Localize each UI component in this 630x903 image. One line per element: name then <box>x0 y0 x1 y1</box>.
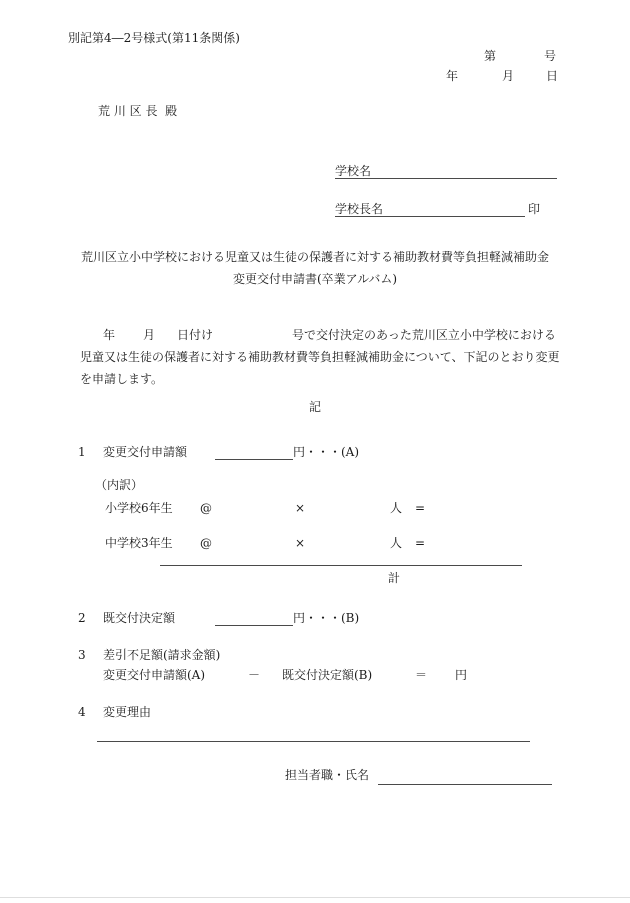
page-bottom-edge <box>0 897 630 898</box>
breakdown-row-at-mark: @ <box>200 536 212 550</box>
doc-number-suffix: 号 <box>544 49 557 63</box>
staff-name-blank <box>378 784 552 785</box>
document-title-line2: 変更交付申請書(卒業アルバム) <box>232 272 398 286</box>
document-title-line1: 荒川区立小中学校における児童又は生徒の保護者に対する補助教材費等負担軽減補助金 <box>80 250 549 264</box>
item1-unit: 円・・・(A) <box>293 445 360 459</box>
intro-line2: 児童又は生徒の保護者に対する補助教材費等負担軽減補助金について、下記のとおり変更 <box>80 350 560 364</box>
intro-day-label: 日付け <box>177 328 214 342</box>
breakdown-label: （内訳） <box>95 478 144 492</box>
breakdown-sum-rule <box>160 565 522 566</box>
breakdown-row-times-mark: × <box>295 536 306 550</box>
date-year-label: 年 <box>446 69 459 83</box>
item2-unit: 円・・・(B) <box>293 611 360 625</box>
date-day-label: 日 <box>546 69 559 83</box>
breakdown-total-label: 計 <box>388 571 401 585</box>
item3-label: 差引不足額(請求金額) <box>103 648 221 662</box>
school-name-label: 学校名 <box>335 164 372 178</box>
item1-number: 1 <box>78 445 86 459</box>
breakdown-row-at-mark: @ <box>200 501 212 515</box>
principal-name-blank <box>335 216 525 217</box>
item1-label: 変更交付申請額 <box>103 445 188 459</box>
intro-line3: を申請します。 <box>80 372 164 386</box>
item3-minus-sign: － <box>248 668 261 682</box>
ki-heading: 記 <box>308 400 321 414</box>
item4-reason-blank <box>97 741 530 742</box>
school-name-blank <box>335 178 557 179</box>
form-code: 別記第4―2号様式(第11条関係) <box>68 31 240 45</box>
breakdown-row-grade: 小学校6年生 <box>105 501 173 515</box>
item3-formula-b: 既交付決定額(B) <box>282 668 373 682</box>
breakdown-row-people-label: 人 <box>390 501 403 515</box>
item2-label: 既交付決定額 <box>103 611 176 625</box>
item3-equals-sign: ＝ <box>415 668 428 682</box>
item3-formula-a: 変更交付申請額(A) <box>103 668 206 682</box>
item4-number: 4 <box>78 705 86 719</box>
addressee: 荒 川 区 長 殿 <box>98 104 178 118</box>
doc-number-prefix: 第 <box>484 49 497 63</box>
breakdown-row-people-label: 人 <box>390 536 403 550</box>
seal-label: 印 <box>528 202 541 216</box>
item1-amount-blank <box>215 459 293 460</box>
item2-amount-blank <box>215 625 293 626</box>
date-month-label: 月 <box>502 69 515 83</box>
principal-name-label: 学校長名 <box>335 202 384 216</box>
breakdown-row-equals-mark: = <box>415 501 426 515</box>
item2-number: 2 <box>78 611 86 625</box>
intro-year-label: 年 <box>103 328 116 342</box>
item4-label: 変更理由 <box>103 705 152 719</box>
intro-line1-rest: 号で交付決定のあった荒川区立小中学校における <box>292 328 556 342</box>
item3-unit: 円 <box>455 668 468 682</box>
breakdown-row-grade: 中学校3年生 <box>105 536 173 550</box>
intro-month-label: 月 <box>143 328 156 342</box>
item3-number: 3 <box>78 648 86 662</box>
breakdown-row-equals-mark: = <box>415 536 426 550</box>
breakdown-row-times-mark: × <box>295 501 306 515</box>
staff-name-label: 担当者職・氏名 <box>285 768 370 782</box>
